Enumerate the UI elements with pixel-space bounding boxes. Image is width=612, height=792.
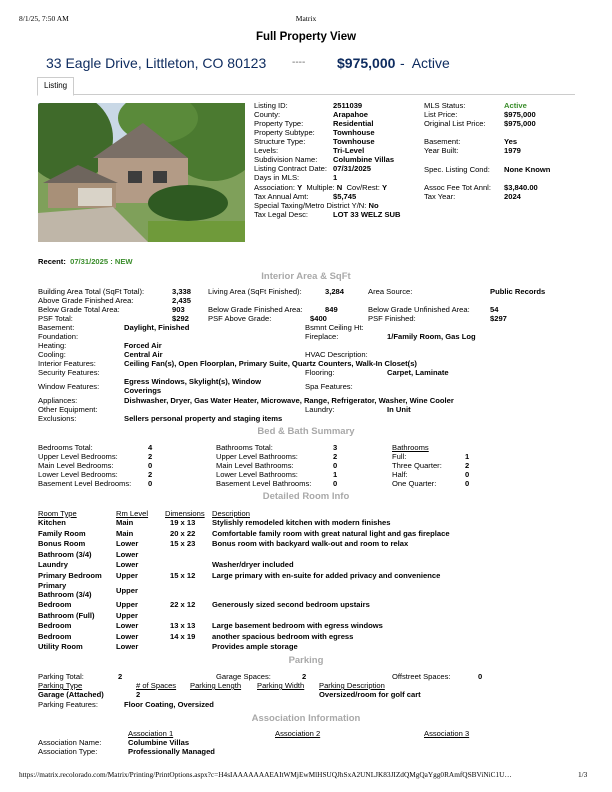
room-type: Primary Bedroom [38, 570, 102, 580]
page-heading: Full Property View [255, 31, 357, 43]
room-level: Lower [116, 560, 139, 569]
room-type: Bedroom [38, 631, 72, 641]
living-area-value: 3,284 [325, 287, 345, 296]
summary-value: $975,000 [504, 110, 536, 119]
interior-features-value: Ceiling Fan(s), Open Floorplan, Primary Suite, Quartz Counters, Walk-In Closet(s) [124, 359, 417, 368]
garage-spaces-value: 2 [302, 672, 307, 681]
recent-row: Recent: 07/31/2025 : NEW [38, 257, 133, 266]
room-dimensions: 15 x 23 [170, 539, 196, 548]
summary-label: Spec. Listing Cond: [424, 165, 490, 174]
summary-label: Structure Type: [254, 137, 306, 146]
summary-value: $3,840.00 [504, 183, 538, 192]
psf-finished-label: PSF Finished: [368, 314, 416, 323]
bathroom-stat-value: 0 [333, 479, 338, 488]
bath-type-value: 0 [465, 479, 470, 488]
room-dimensions: 19 x 13 [170, 518, 196, 527]
window-value-line2: Coverings [124, 386, 162, 395]
cooling-value: Central Air [124, 350, 163, 359]
summary-value: Townhouse [333, 137, 375, 146]
section-rooms-title: Detailed Room Info [262, 491, 350, 502]
room-level: Lower [116, 642, 139, 651]
room-type: Bathroom (3/4) [38, 590, 92, 599]
parking-description-value: Oversized/room for golf cart [319, 690, 421, 699]
summary-label: Subdivision Name: [254, 155, 318, 164]
summary-value: Tri-Level [333, 146, 365, 155]
summary-label: Property Type: [254, 119, 304, 128]
bath-type-label: Full: [392, 452, 407, 461]
bath-type-value: 1 [465, 452, 470, 461]
bath-type-value: 2 [465, 461, 470, 470]
room-description: another spacious bedroom with egress [212, 631, 354, 641]
print-footer-url: https://matrix.recolorado.com/Matrix/Printing/PrintOptions.aspx?c=H4sIAAAAAAAEAItWMjEwMlHSUQJhSxA2UNLJK83JIZdQMgQaYgg0RAmfQSBViNiC1U… [19, 770, 512, 779]
summary-value: Townhouse [333, 128, 375, 137]
room-dimensions: 22 x 12 [170, 600, 196, 609]
psf-above-value: $400 [310, 314, 327, 323]
summary-value: 2511039 [333, 101, 363, 110]
room-type: Bathroom (3/4) [38, 549, 92, 559]
room-col-header: Rm Level [116, 509, 149, 518]
room-description: Provides ample storage [212, 642, 298, 651]
cooling-label: Cooling: [38, 350, 66, 359]
summary-value: Residential [333, 119, 374, 128]
foundation-label: Foundation: [38, 332, 79, 341]
appliances-value: Dishwasher, Dryer, Gas Water Heater, Microwave, Range, Refrigerator, Washer, Wine Cooler [124, 396, 454, 405]
bath-type-label: One Quarter: [392, 479, 437, 488]
room-level: Lower [116, 631, 139, 641]
listing-status [400, 55, 450, 71]
listing-address: 33 Eagle Drive, Littleton, CO 80123 [46, 55, 267, 71]
room-description: Large basement bedroom with egress windows [212, 621, 383, 630]
psf-above-label: PSF Above Grade: [208, 314, 272, 323]
bedroom-stat-label: Upper Level Bedrooms: [38, 452, 118, 461]
summary-label: Tax Year: [424, 192, 456, 201]
parking-col-length: Parking Length [190, 681, 242, 690]
room-level: Main [116, 518, 134, 527]
below-finished-value: 849 [325, 305, 338, 314]
basement-label: Basement: [38, 323, 75, 332]
tax-legal-value: LOT 33 WELZ SUB [333, 210, 401, 219]
room-type: Family Room [38, 528, 86, 538]
room-type: Primary [38, 581, 67, 590]
summary-value: 07/31/2025 [333, 164, 372, 173]
laundry-label: Laundry: [305, 405, 335, 414]
spa-label: Spa Features: [305, 382, 353, 391]
association-1-header: Association 1 [128, 729, 174, 738]
bathroom-stat-value: 2 [333, 452, 338, 461]
room-level: Upper [116, 570, 138, 580]
parking-total-label: Parking Total: [38, 672, 84, 681]
below-unfinished-label: Below Grade Unfinished Area: [368, 305, 470, 314]
association-row: Association: Y Multiple: N Cov/Rest: Y [254, 183, 388, 192]
summary-value: 2024 [504, 192, 521, 201]
summary-label: Days in MLS: [254, 173, 300, 182]
bedroom-stat-value: 4 [148, 443, 153, 452]
section-bedbath-title: Bed & Bath Summary [257, 426, 355, 437]
interior-features-label: Interior Features: [38, 359, 96, 368]
exclusions-label: Exclusions: [38, 414, 77, 423]
room-col-header: Dimensions [165, 509, 205, 518]
summary-label: Levels: [254, 146, 279, 155]
summary-value: 1979 [504, 146, 521, 155]
price-status-separator: - [400, 55, 405, 71]
room-level: Lower [116, 539, 139, 548]
room-level: Upper [116, 600, 138, 609]
bath-type-value: 0 [465, 470, 470, 479]
summary-label: Property Subtype: [254, 128, 315, 137]
room-type: Utility Room [38, 642, 83, 651]
room-dimensions: 13 x 13 [170, 621, 196, 630]
summary-label: MLS Status: [424, 101, 466, 110]
special-taxing-row: Special Taxing/Metro District Y/N: No [254, 201, 379, 210]
garage-spaces-label: Garage Spaces: [216, 672, 271, 681]
bedroom-stat-label: Basement Level Bedrooms: [38, 479, 132, 488]
room-description: Bonus room with backyard walk-out and room to relax [212, 539, 409, 548]
bedroom-stat-value: 0 [148, 479, 153, 488]
offstreet-value: 0 [478, 672, 483, 681]
laundry-value: In Unit [387, 405, 411, 414]
room-level: Main [116, 528, 134, 538]
property-photo [38, 103, 245, 242]
security-label: Security Features: [38, 368, 100, 377]
room-level: Lower [116, 549, 139, 559]
room-description: Generously sized second bedroom upstairs [212, 600, 370, 609]
room-dimensions: 15 x 12 [170, 570, 196, 580]
exclusions-value: Sellers personal property and staging items [124, 414, 283, 423]
bedroom-stat-label: Bedrooms Total: [38, 443, 93, 452]
summary-value: Active [504, 101, 527, 110]
tax-annual-value: $5,745 [333, 192, 357, 201]
above-grade-value: 2,435 [172, 296, 192, 305]
room-dimensions: 20 x 22 [170, 528, 196, 538]
window-value-line1: Egress Windows, Skylight(s), Window [124, 377, 261, 386]
bathroom-stat-label: Basement Level Bathrooms: [216, 479, 312, 488]
bathroom-stat-label: Upper Level Bathrooms: [216, 452, 298, 461]
room-type: Laundry [38, 560, 68, 569]
living-area-label: Living Area (SqFt Finished): [208, 287, 302, 296]
parking-features-label: Parking Features: [38, 700, 98, 709]
association-3-header: Association 3 [424, 729, 470, 738]
listing-price: $975,000 [337, 55, 396, 71]
summary-value: Arapahoe [333, 110, 369, 119]
association-name-label: Association Name: [38, 738, 102, 747]
bedroom-stat-value: 2 [148, 452, 153, 461]
parking-type-value: Garage (Attached) [38, 690, 104, 699]
parking-col-description: Parking Description [319, 681, 385, 690]
appliances-label: Appliances: [38, 396, 78, 405]
summary-value: Columbine Villas [333, 155, 395, 164]
summary-value: 1 [333, 173, 338, 182]
tab-bar [37, 77, 575, 95]
fireplace-value: 1/Family Room, Gas Log [387, 332, 476, 341]
summary-label: Year Built: [424, 146, 459, 155]
bathroom-stat-value: 0 [333, 461, 338, 470]
psf-finished-value: $297 [490, 314, 507, 323]
summary-label: Assoc Fee Tot Annl: [424, 183, 491, 192]
tab-listing[interactable]: Listing [37, 77, 74, 96]
summary-label: Listing ID: [254, 101, 288, 110]
print-page-number: 1/3 [578, 770, 588, 779]
room-level: Lower [116, 621, 139, 630]
room-dimensions: 14 x 19 [170, 631, 196, 641]
building-area-value: 3,338 [172, 287, 192, 296]
summary-label: List Price: [424, 110, 458, 119]
summary-value: $975,000 [504, 119, 536, 128]
psf-total-value: $292 [172, 314, 189, 323]
room-level: Upper [116, 610, 138, 620]
section-association-title: Association Information [251, 713, 361, 724]
other-equipment-label: Other Equipment: [38, 405, 98, 414]
bathroom-stat-value: 1 [333, 470, 338, 479]
parking-spaces-value: 2 [136, 690, 141, 699]
summary-value: Yes [504, 137, 518, 146]
bedroom-stat-label: Main Level Bedrooms: [38, 461, 114, 470]
basement-value: Daylight, Finished [124, 323, 190, 332]
above-grade-label: Above Grade Finished Area: [38, 296, 134, 305]
bath-type-label: Half: [392, 470, 408, 479]
room-type: Bedroom [38, 621, 72, 630]
heating-value: Forced Air [124, 341, 162, 350]
bedroom-stat-value: 0 [148, 461, 153, 470]
fireplace-label: Fireplace: [305, 332, 339, 341]
hvac-label: HVAC Description: [305, 350, 368, 359]
parking-col-width: Parking Width [257, 681, 305, 690]
bath-type-label: Three Quarter: [392, 461, 442, 470]
section-interior-title: Interior Area & SqFt [261, 271, 351, 282]
summary-label: Original List Price: [424, 119, 486, 128]
below-total-label: Below Grade Total Area: [38, 305, 120, 314]
parking-features-value: Floor Coating, Oversized [124, 700, 214, 709]
bathroom-stat-value: 3 [333, 443, 338, 452]
room-type: Kitchen [38, 518, 66, 527]
print-app-title: Matrix [295, 14, 317, 23]
bedroom-stat-label: Lower Level Bedrooms: [38, 470, 118, 479]
bathroom-stat-label: Lower Level Bathrooms: [216, 470, 298, 479]
room-type: Bonus Room [38, 539, 86, 548]
bsmt-ceiling-label: Bsmnt Ceiling Ht: [305, 323, 364, 332]
room-type: Bathroom (Full) [38, 610, 95, 620]
building-area-label: Building Area Total (SqFt Total): [38, 287, 145, 296]
room-col-header: Room Type [38, 509, 77, 518]
association-type-value: Professionally Managed [128, 747, 215, 756]
room-level: Upper [116, 586, 138, 595]
address-separator: ---- [292, 57, 306, 68]
print-datetime: 8/1/25, 7:50 AM [19, 14, 69, 23]
flooring-value: Carpet, Laminate [387, 368, 449, 377]
bathroom-stat-label: Main Level Bathrooms: [216, 461, 294, 470]
room-type: Bedroom [38, 600, 72, 609]
bathrooms-header: Bathrooms [392, 443, 429, 452]
flooring-label: Flooring: [305, 368, 335, 377]
tax-annual-label: Tax Annual Amt: [254, 192, 309, 201]
room-description: Stylishly remodeled kitchen with modern finishes [212, 518, 391, 527]
below-finished-label: Below Grade Finished Area: [208, 305, 303, 314]
room-description: Large primary with en-suite for added privacy and convenience [212, 570, 441, 580]
parking-col-type: Parking Type [38, 681, 83, 690]
parking-col-spaces: # of Spaces [136, 681, 177, 690]
summary-value: None Known [504, 165, 551, 174]
area-source-label: Area Source: [368, 287, 413, 296]
below-unfinished-value: 54 [490, 305, 499, 314]
below-total-value: 903 [172, 305, 185, 314]
area-source-value: Public Records [490, 287, 546, 296]
association-2-header: Association 2 [275, 729, 321, 738]
association-type-label: Association Type: [38, 747, 98, 756]
bathroom-stat-label: Bathrooms Total: [216, 443, 273, 452]
bedroom-stat-value: 2 [148, 470, 153, 479]
window-label: Window Features: [38, 382, 100, 391]
summary-label: County: [254, 110, 281, 119]
psf-total-label: PSF Total: [38, 314, 73, 323]
room-description: Comfortable family room with great natural light and gas fireplace [212, 528, 450, 538]
tax-legal-label: Tax Legal Desc: [254, 210, 309, 219]
section-parking-title: Parking [288, 655, 324, 666]
association-name-value: Columbine Villas [128, 738, 190, 747]
parking-total-value: 2 [118, 672, 123, 681]
summary-label: Listing Contract Date: [254, 164, 328, 173]
room-description: Washer/dryer included [212, 560, 294, 569]
room-col-header: Description [212, 509, 250, 518]
summary-label: Basement: [424, 137, 461, 146]
heating-label: Heating: [38, 341, 67, 350]
offstreet-label: Offstreet Spaces: [392, 672, 451, 681]
status-text: Active [411, 55, 450, 71]
